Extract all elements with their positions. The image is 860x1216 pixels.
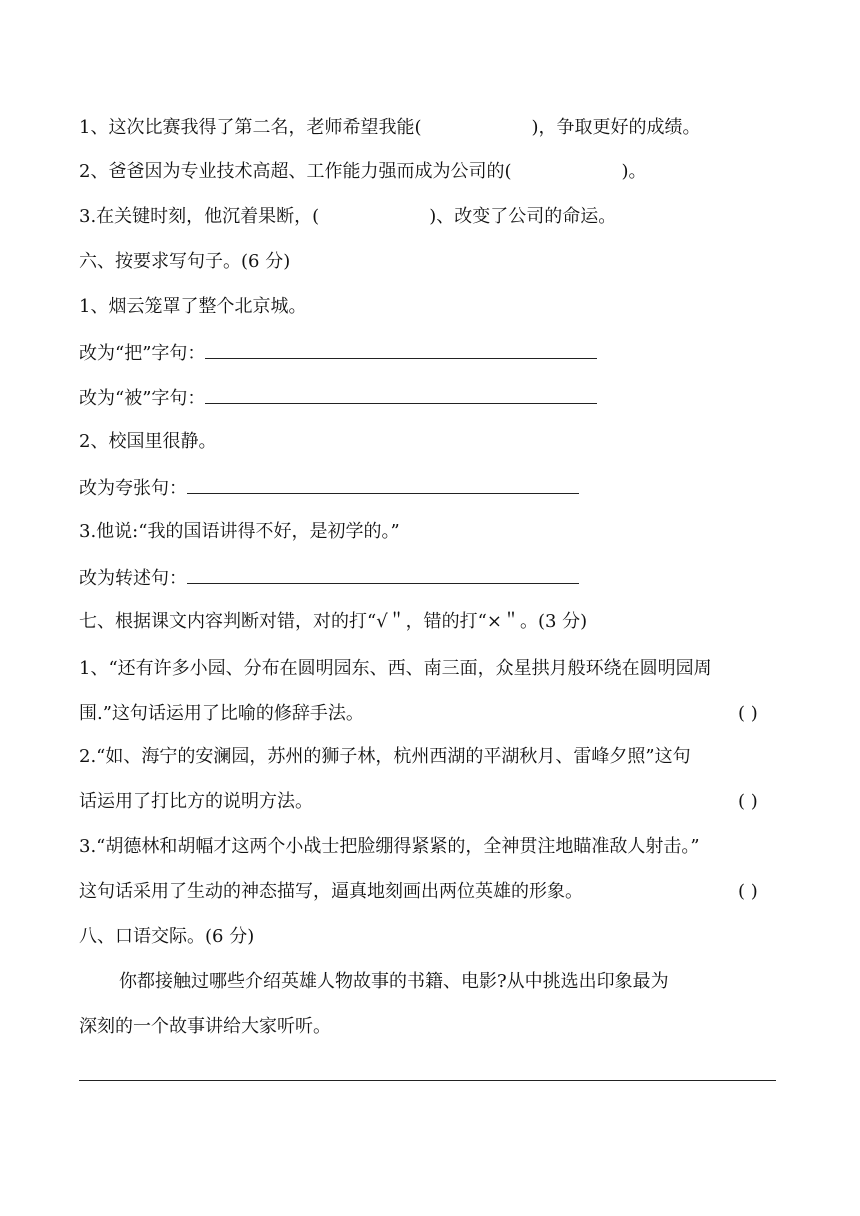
judge-3-answer-box[interactable]: ( ) (738, 881, 758, 902)
ba-answer-line[interactable] (205, 340, 597, 359)
bei-answer-line[interactable] (205, 385, 597, 404)
ba-label: 改为“把”字句： (79, 343, 206, 364)
exaggeration-label: 改为夸张句： (79, 478, 187, 499)
judge-2-answer-box[interactable]: ( ) (738, 791, 758, 812)
prompt-line-2: 深刻的一个故事讲给大家听听。 (79, 1016, 331, 1037)
section-8-heading: 八、口语交际。(6 分) (79, 926, 255, 947)
judge-2-line-1: 2.“如、海宁的安澜园，苏州的狮子林，杭州西湖的平湖秋月、雷峰夕照”这句 (79, 746, 691, 767)
sentence-2-exaggeration (79, 475, 579, 501)
sentence-1: 1、烟云笼罩了整个北京城。 (79, 296, 307, 317)
section-6-heading: 六、按要求写句子。(6 分) (79, 251, 291, 272)
fill-question-1-start: 1、这次比赛我得了第二名，老师希望我能( (79, 117, 422, 138)
fill-question-3 (79, 205, 616, 229)
judge-1-answer-box[interactable]: ( ) (738, 703, 758, 724)
sentence-1-ba-rewrite (79, 340, 597, 366)
sentence-2: 2、校国里很静。 (79, 431, 217, 452)
judge-2-line-2: 话运用了打比方的说明方法。 (79, 791, 313, 812)
reported-answer-line[interactable] (187, 565, 579, 584)
fill-question-3-start: 3.在关键时刻，他沉着果断，( (79, 206, 320, 227)
exaggeration-answer-line[interactable] (187, 475, 579, 494)
answer-rule[interactable] (79, 1080, 776, 1081)
fill-question-3-end: )、改变了公司的命运。 (429, 206, 617, 227)
fill-question-1 (79, 116, 701, 140)
bei-label: 改为“被”字句： (79, 388, 206, 409)
fill-question-2 (79, 160, 647, 184)
section-7-heading: 七、根据课文内容判断对错，对的打“√＂，错的打“×＂。(3 分) (79, 611, 588, 632)
sentence-3: 3.他说:“我的国语讲得不好，是初学的。” (79, 521, 400, 542)
prompt-line-1: 你都接触过哪些介绍英雄人物故事的书籍、电影?从中挑选出印象最为 (119, 971, 669, 992)
fill-question-1-end: )，争取更好的成绩。 (531, 117, 701, 138)
reported-label: 改为转述句： (79, 568, 187, 589)
sentence-3-reported (79, 565, 579, 591)
sentence-1-bei-rewrite (79, 385, 597, 411)
judge-1-line-1: 1、“还有许多小园、分布在圆明园东、西、南三面，众星拱月般环绕在圆明园周 (79, 658, 712, 679)
fill-question-2-start: 2、爸爸因为专业技术高超、工作能力强而成为公司的( (79, 161, 512, 182)
judge-1-line-2: 围.”这句话运用了比喻的修辞手法。 (79, 703, 364, 724)
judge-3-line-2: 这句话采用了生动的神态描写，逼真地刻画出两位英雄的形象。 (79, 881, 583, 902)
judge-3-line-1: 3.“胡德林和胡幅才这两个小战士把脸绷得紧紧的，全神贯注地瞄准敌人射击。” (79, 836, 700, 857)
fill-question-2-end: )。 (621, 161, 647, 182)
